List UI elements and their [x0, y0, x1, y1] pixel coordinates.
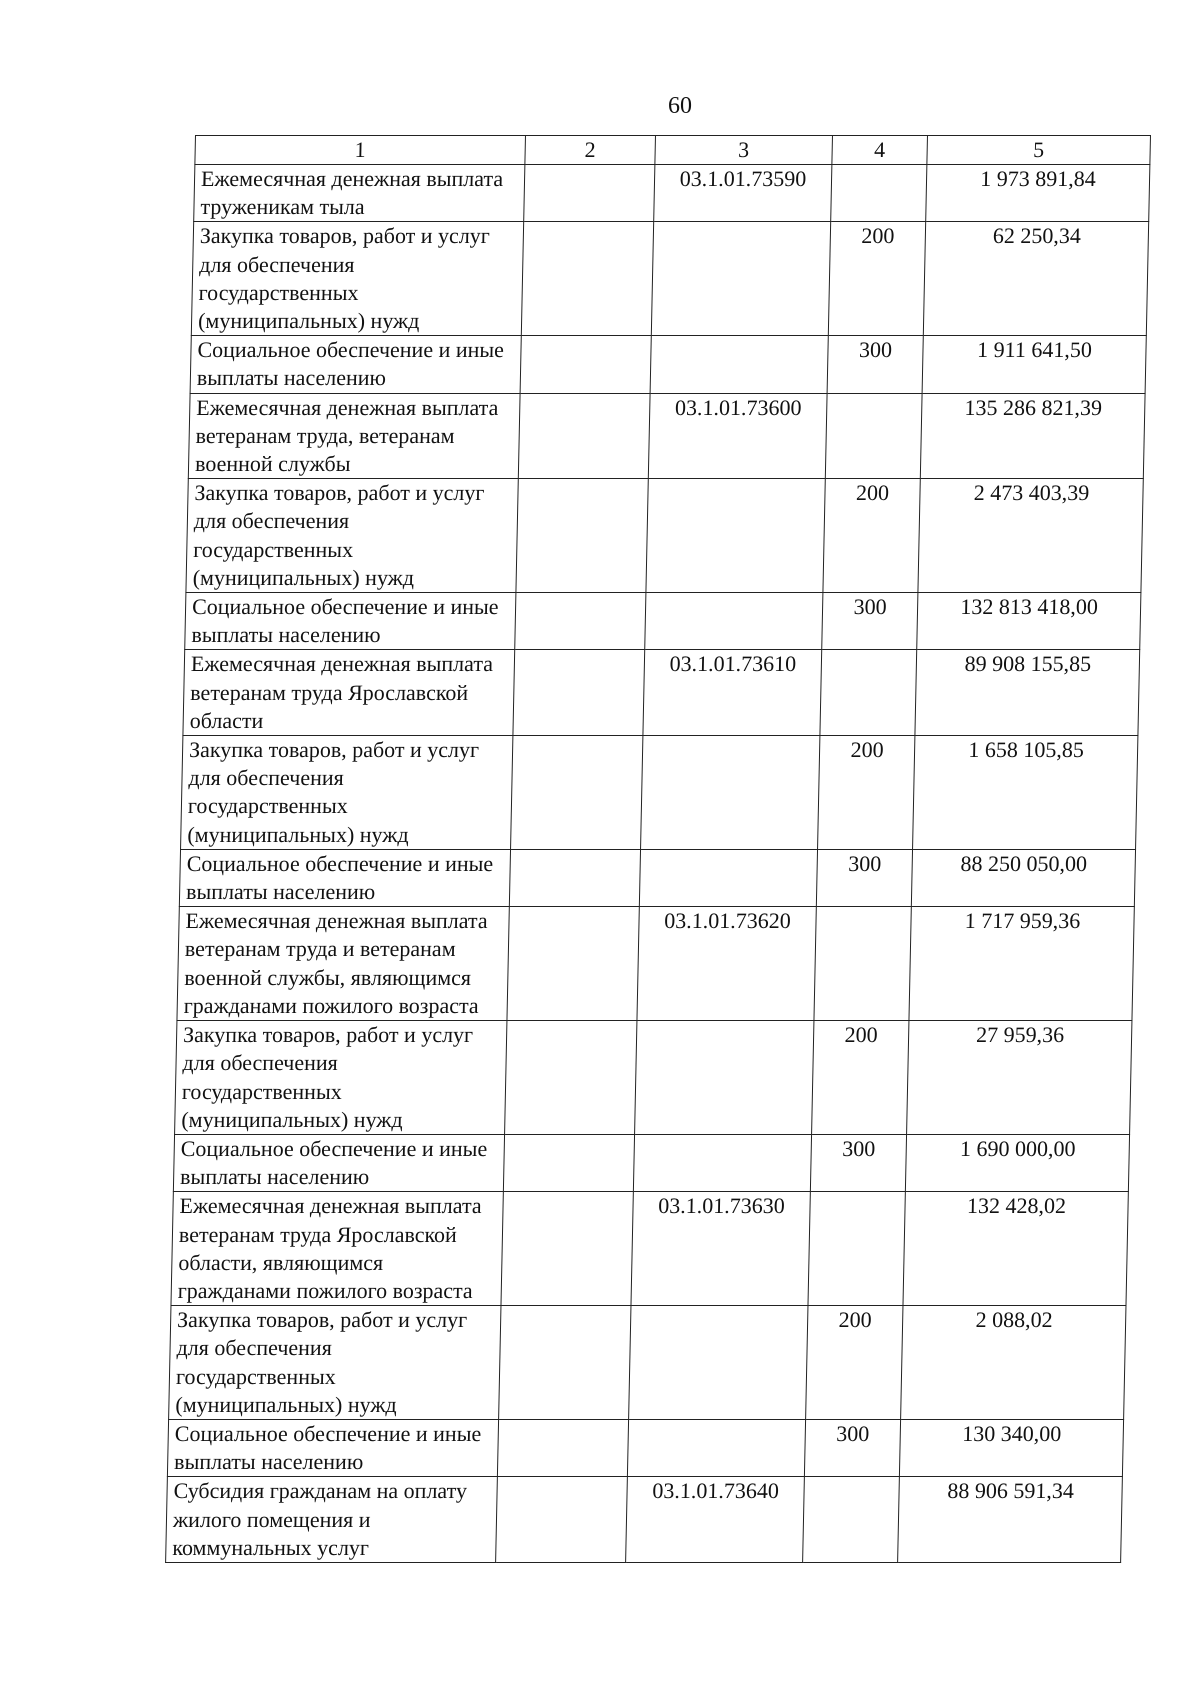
row-amount-cell: 132 428,02 — [903, 1192, 1128, 1306]
row-name-cell: Социальное обеспечение и иные выплаты населению — [173, 1134, 504, 1191]
row-code-cell — [641, 736, 820, 850]
row-type-cell: 300 — [804, 1419, 900, 1476]
row-amount-cell: 89 908 155,85 — [915, 650, 1140, 736]
row-amount-cell: 2 088,02 — [901, 1306, 1126, 1420]
row-name-cell: Ежемесячная денежная выплата ветеранам труда и ветеранам военной службы, являющимся гражданами пожилого возраста — [177, 907, 509, 1021]
row-code-cell — [646, 479, 825, 593]
row-code-cell: 03.1.01.73600 — [648, 393, 827, 479]
row-type-cell: 300 — [810, 1134, 906, 1191]
row-name-cell: Ежемесячная денежная выплата ветеранам труда Ярославской области, являющимся гражданами пожилого возраста — [171, 1192, 503, 1306]
header-row — [195, 136, 1151, 165]
table-row — [183, 650, 1140, 736]
row-name-cell: Субсидия гражданам на оплату жилого помещения и коммунальных услуг — [166, 1477, 498, 1563]
row-type-cell: 200 — [812, 1021, 909, 1135]
row-name-cell: Ежемесячная денежная выплата ветеранам труда, ветеранам военной службы — [188, 393, 520, 479]
row-code-cell: 03.1.01.73590 — [654, 165, 832, 222]
row-amount-cell: 62 250,34 — [923, 222, 1148, 336]
page-number: 60 — [668, 93, 692, 119]
row-amount-cell: 27 959,36 — [907, 1021, 1132, 1135]
column-header-3: 3 — [655, 136, 833, 165]
table-row — [179, 849, 1135, 906]
budget-table — [165, 135, 1151, 1563]
row-type-cell — [825, 393, 922, 479]
row-name-cell: Закупка товаров, работ и услуг для обеспечения государственных (муниципальных) нужд — [181, 736, 513, 850]
row-amount-cell: 1 911 641,50 — [922, 336, 1146, 393]
row-amount-cell: 88 906 591,34 — [898, 1477, 1123, 1563]
row-code-cell — [650, 336, 828, 393]
row-code-cell: 03.1.01.73630 — [631, 1192, 810, 1306]
column-header-4: 4 — [832, 136, 928, 165]
table-row — [166, 1477, 1123, 1563]
row-name-cell: Закупка товаров, работ и услуг для обеспечения государственных (муниципальных) нужд — [186, 479, 518, 593]
row-col2-cell — [524, 165, 655, 222]
row-col2-cell — [516, 479, 648, 593]
table-row — [190, 336, 1146, 393]
row-col2-cell — [505, 1021, 637, 1135]
row-amount-cell: 1 717 959,36 — [909, 907, 1134, 1021]
row-col2-cell — [521, 222, 653, 336]
row-name-cell: Ежемесячная денежная выплата труженикам тыла — [194, 165, 525, 222]
row-col2-cell — [513, 650, 645, 736]
row-code-cell: 03.1.01.73610 — [643, 650, 822, 736]
table-row — [171, 1192, 1128, 1306]
row-amount-cell: 1 658 105,85 — [913, 736, 1138, 850]
row-type-cell: 300 — [816, 849, 912, 906]
row-amount-cell: 2 473 403,39 — [918, 479, 1143, 593]
table-row — [175, 1021, 1132, 1135]
row-code-cell — [645, 593, 823, 650]
row-type-cell: 300 — [822, 593, 918, 650]
table-row — [181, 736, 1138, 850]
column-header-5: 5 — [927, 136, 1151, 165]
row-type-cell — [820, 650, 917, 736]
table-row — [188, 393, 1145, 479]
row-name-cell: Закупка товаров, работ и услуг для обеспечения государственных (муниципальных) нужд — [191, 222, 523, 336]
table-row — [185, 593, 1141, 650]
row-name-cell: Ежемесячная денежная выплата ветеранам труда Ярославской области — [183, 650, 515, 736]
row-name-cell: Социальное обеспечение и иные выплаты населению — [190, 336, 521, 393]
row-type-cell — [803, 1477, 900, 1563]
table-row — [167, 1419, 1123, 1476]
row-col2-cell — [509, 849, 640, 906]
row-col2-cell — [518, 393, 650, 479]
row-type-cell: 200 — [818, 736, 915, 850]
row-code-cell — [651, 222, 830, 336]
row-name-cell: Социальное обеспечение и иные выплаты населению — [185, 593, 516, 650]
table-row — [177, 907, 1134, 1021]
row-code-cell — [629, 1306, 808, 1420]
table-row — [191, 222, 1148, 336]
row-code-cell — [633, 1134, 811, 1191]
row-amount-cell: 132 813 418,00 — [917, 593, 1141, 650]
row-type-cell: 300 — [827, 336, 923, 393]
column-header-1: 1 — [195, 136, 526, 165]
row-amount-cell: 1 973 891,84 — [926, 165, 1150, 222]
table-row — [186, 479, 1143, 593]
row-type-cell — [814, 907, 911, 1021]
row-name-cell: Закупка товаров, работ и услуг для обеспечения государственных (муниципальных) нужд — [175, 1021, 507, 1135]
row-col2-cell — [499, 1306, 631, 1420]
row-col2-cell — [503, 1134, 634, 1191]
row-type-cell — [831, 165, 927, 222]
table-row — [173, 1134, 1129, 1191]
row-code-cell — [639, 849, 817, 906]
row-code-cell: 03.1.01.73640 — [626, 1477, 805, 1563]
row-type-cell: 200 — [823, 479, 920, 593]
table-row — [194, 165, 1150, 222]
column-header-2: 2 — [525, 136, 656, 165]
row-col2-cell — [507, 907, 639, 1021]
row-col2-cell — [520, 336, 651, 393]
row-name-cell: Социальное обеспечение и иные выплаты населению — [179, 849, 510, 906]
table-row — [169, 1306, 1126, 1420]
row-col2-cell — [496, 1477, 628, 1563]
row-type-cell: 200 — [828, 222, 925, 336]
row-col2-cell — [515, 593, 646, 650]
row-amount-cell: 88 250 050,00 — [911, 849, 1135, 906]
row-name-cell: Социальное обеспечение и иные выплаты населению — [167, 1419, 498, 1476]
row-type-cell: 200 — [806, 1306, 903, 1420]
row-type-cell — [808, 1192, 905, 1306]
row-amount-cell: 1 690 000,00 — [905, 1134, 1129, 1191]
row-code-cell — [635, 1021, 814, 1135]
row-col2-cell — [497, 1419, 628, 1476]
row-code-cell — [627, 1419, 805, 1476]
row-name-cell: Закупка товаров, работ и услуг для обеспечения государственных (муниципальных) нужд — [169, 1306, 501, 1420]
row-col2-cell — [511, 736, 643, 850]
row-amount-cell: 135 286 821,39 — [920, 393, 1145, 479]
row-code-cell: 03.1.01.73620 — [637, 907, 816, 1021]
row-col2-cell — [501, 1192, 633, 1306]
row-amount-cell: 130 340,00 — [899, 1419, 1123, 1476]
